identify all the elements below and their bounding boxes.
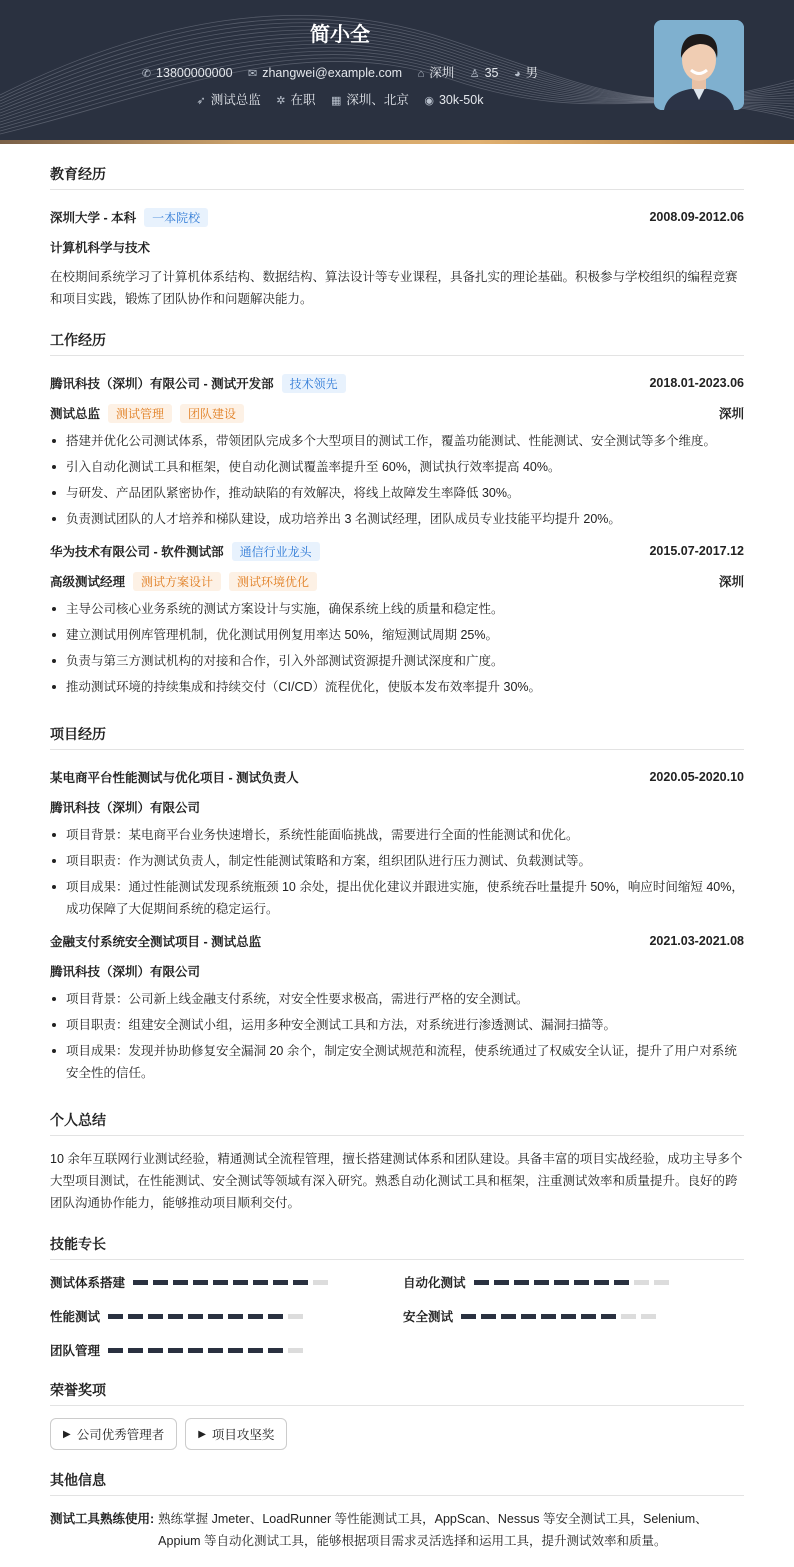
skill-item (403, 1272, 744, 1292)
level-segment-empty (641, 1314, 656, 1319)
education-row (50, 202, 744, 232)
mail-icon: ✉ (248, 68, 258, 80)
header-accent-bar (0, 140, 794, 144)
level-segment-filled (268, 1348, 283, 1353)
school-heading (50, 208, 208, 227)
level-segment-filled (514, 1280, 529, 1285)
level-segment-filled (168, 1348, 183, 1353)
role-name: 高级测试经理 (50, 574, 126, 589)
skill-name: 性能测试 (50, 1310, 101, 1324)
role-row (50, 398, 744, 428)
city: 深圳 (429, 66, 455, 80)
level-segment-empty (621, 1314, 636, 1319)
phone-icon: ✆ (141, 68, 152, 80)
skill-item (50, 1306, 403, 1326)
level-segment-filled (248, 1348, 263, 1353)
level-segment-filled (501, 1314, 516, 1319)
skill-item (50, 1272, 403, 1292)
skill-level-bar (133, 1280, 328, 1285)
work-section (50, 330, 744, 698)
home-icon: ⌂ (417, 68, 425, 80)
skills-title: 技能专长 (50, 1234, 744, 1260)
level-segment-empty (313, 1280, 328, 1285)
award-badge[interactable] (50, 1418, 177, 1450)
project-company: 腾讯科技（深圳）有限公司 (50, 965, 201, 979)
level-segment-empty (288, 1314, 303, 1319)
role-row (50, 566, 744, 596)
level-segment-filled (273, 1280, 288, 1285)
level-segment-filled (581, 1314, 596, 1319)
project-row (50, 762, 744, 792)
project-row-right: 2020.05-2020.10 (649, 770, 744, 784)
company-tag: 技术领先 (282, 374, 346, 393)
award-badge[interactable] (185, 1418, 287, 1450)
role-row-right: 深圳 (718, 407, 744, 421)
skill-level-bar (461, 1314, 656, 1319)
award-name: 公司优秀管理者 (76, 1428, 165, 1442)
education-row-right: 2008.09-2012.06 (649, 210, 744, 224)
building-icon: ▦ (330, 95, 342, 107)
project-name: 金融支付系统安全测试项目 - 测试总监 (50, 935, 262, 949)
job-intent-row (0, 90, 680, 108)
bullet-item: 推动测试环境的持续集成和持续交付（CI/CD）流程优化，使版本发布效率提升 30%。 (50, 676, 744, 698)
level-segment-empty (288, 1348, 303, 1353)
bullet-item: 主导公司核心业务系统的测试方案设计与实施，确保系统上线的质量和稳定性。 (50, 598, 744, 620)
summary-section (50, 1110, 744, 1214)
work-row (50, 368, 744, 398)
level-segment-filled (193, 1280, 208, 1285)
level-segment-filled (594, 1280, 609, 1285)
level-segment-filled (268, 1314, 283, 1319)
level-segment-filled (173, 1280, 188, 1285)
other-title: 其他信息 (50, 1470, 744, 1496)
send-icon: ➶ (196, 95, 206, 107)
other-text: 熟练掌握 Jmeter、LoadRunner 等性能测试工具，AppScan、Nessus 等安全测试工具，Selenium、Appium 等自动化测试工具，能够根据项目需求灵活选择和运用工具，提升测试效率和质量。 (158, 1512, 708, 1548)
awards-list (50, 1418, 744, 1450)
school-name: 深圳大学 - 本科 (50, 210, 137, 225)
other-section (50, 1470, 744, 1552)
skill-name: 测试体系搭建 (50, 1276, 126, 1290)
level-segment-filled (228, 1348, 243, 1353)
role-heading (50, 572, 317, 591)
major-row (50, 232, 744, 262)
salary: 30k-50k (438, 93, 484, 107)
level-segment-filled (168, 1314, 183, 1319)
age: 35 (484, 66, 499, 80)
major: 计算机科学与技术 (50, 241, 151, 255)
skill-level-bar (108, 1348, 303, 1353)
company-tag: 通信行业龙头 (232, 542, 320, 561)
level-segment-filled (148, 1348, 163, 1353)
target-city: 深圳、北京 (346, 93, 409, 107)
bullet-item: 与研发、产品团队紧密协作，推动缺陷的有效解决，将线上故障发生率降低 30%。 (50, 482, 744, 504)
bullet-item: 负责测试团队的人才培养和梯队建设，成功培养出 3 名测试经理，团队成员专业技能平均提升 20%。 (50, 508, 744, 530)
skill-item (403, 1306, 744, 1326)
school-tag: 一本院校 (144, 208, 208, 227)
summary-text: 10 余年互联网行业测试经验，精通测试全流程管理，擅长搭建测试体系和团队建设。具备丰富的项目实战经验，成功主导多个大型项目测试，在性能测试、安全测试等领域有深入研究。熟悉自动化测试工具和框架，注重测试效率和质量提升。良好的跨团队沟通协作能力，能够推动项目顺利交付。 (50, 1152, 743, 1210)
skill-name: 团队管理 (50, 1344, 101, 1358)
role-tag: 测试环境优化 (229, 572, 317, 591)
bullet-list (50, 824, 744, 920)
level-segment-filled (481, 1314, 496, 1319)
play-triangle-icon: ▶ (198, 1428, 206, 1440)
level-segment-filled (494, 1280, 509, 1285)
level-segment-filled (153, 1280, 168, 1285)
level-segment-filled (108, 1348, 123, 1353)
level-segment-filled (461, 1314, 476, 1319)
education-description: 在校期间系统学习了计算机体系结构、数据结构、算法设计等专业课程，具备扎实的理论基础。积极参与学校组织的编程竞赛和项目实践，锻炼了团队协作和问题解决能力。 (50, 270, 738, 306)
bullet-item: 负责与第三方测试机构的对接和合作，引入外部测试资源提升测试深度和广度。 (50, 650, 744, 672)
level-segment-filled (521, 1314, 536, 1319)
level-segment-filled (541, 1314, 556, 1319)
status-icon: ✲ (276, 95, 286, 107)
level-segment-filled (554, 1280, 569, 1285)
level-segment-filled (574, 1280, 589, 1285)
status: 在职 (290, 93, 316, 107)
projects-title: 项目经历 (50, 724, 744, 750)
work-row (50, 536, 744, 566)
position: 测试总监 (210, 93, 261, 107)
summary-title: 个人总结 (50, 1110, 744, 1136)
level-segment-filled (208, 1314, 223, 1319)
bullet-item: 搭建并优化公司测试体系，带领团队完成多个大型项目的测试工作，覆盖功能测试、性能测试、安全测试等多个维度。 (50, 430, 744, 452)
phone: 13800000000 (156, 66, 233, 80)
skills-grid (50, 1272, 744, 1360)
level-segment-filled (561, 1314, 576, 1319)
bullet-list (50, 430, 744, 530)
skill-item (50, 1340, 403, 1360)
candidate-name: 简小全 (310, 24, 370, 46)
skill-name: 自动化测试 (403, 1276, 466, 1290)
project-company: 腾讯科技（深圳）有限公司 (50, 801, 201, 815)
contact-row (0, 63, 680, 81)
level-segment-filled (108, 1314, 123, 1319)
bullet-item: 项目背景：某电商平台业务快速增长，系统性能面临挑战，需要进行全面的性能测试和优化。 (50, 824, 744, 846)
age-icon: ♙ (469, 68, 480, 80)
company-heading (50, 374, 346, 393)
resume-body (0, 164, 794, 1552)
work-title: 工作经历 (50, 330, 744, 356)
level-segment-filled (128, 1348, 143, 1353)
level-segment-filled (133, 1280, 148, 1285)
avatar-photo (654, 20, 744, 110)
level-segment-filled (188, 1314, 203, 1319)
project-name: 某电商平台性能测试与优化项目 - 测试负责人 (50, 771, 299, 785)
bullet-item: 引入自动化测试工具和框架，使自动化测试覆盖率提升至 60%，测试执行效率提高 40%。 (50, 456, 744, 478)
level-segment-filled (213, 1280, 228, 1285)
level-segment-filled (474, 1280, 489, 1285)
play-triangle-icon: ▶ (63, 1428, 71, 1440)
bullet-item: 建立测试用例库管理机制，优化测试用例复用率达 50%，缩短测试周期 25%。 (50, 624, 744, 646)
company-heading (50, 542, 320, 561)
role-tag: 测试管理 (108, 404, 172, 423)
role-heading (50, 404, 244, 423)
gender-icon: ◕ (513, 68, 521, 80)
level-segment-empty (634, 1280, 649, 1285)
award-name: 项目攻坚奖 (211, 1428, 275, 1442)
awards-section (50, 1380, 744, 1450)
project-row (50, 926, 744, 956)
role-tag: 团队建设 (180, 404, 244, 423)
level-segment-filled (293, 1280, 308, 1285)
education-title: 教育经历 (50, 164, 744, 190)
bullet-item: 项目职责：作为测试负责人，制定性能测试策略和方案，组织团队进行压力测试、负载测试等。 (50, 850, 744, 872)
project-company-row (50, 956, 744, 986)
level-segment-filled (601, 1314, 616, 1319)
education-section (50, 164, 744, 310)
level-segment-filled (208, 1348, 223, 1353)
level-segment-filled (128, 1314, 143, 1319)
work-row-right: 2018.01-2023.06 (649, 376, 744, 390)
gender: 男 (525, 66, 539, 80)
skill-name: 安全测试 (403, 1310, 454, 1324)
bullet-item: 项目背景：公司新上线金融支付系统，对安全性要求极高，需进行严格的安全测试。 (50, 988, 744, 1010)
company-name: 腾讯科技（深圳）有限公司 - 测试开发部 (50, 376, 274, 391)
email: zhangwei@example.com (262, 66, 403, 80)
work-row-right: 2015.07-2017.12 (649, 544, 744, 558)
other-label: 测试工具熟练使用: (50, 1512, 155, 1526)
role-name: 测试总监 (50, 406, 101, 421)
role-row-right: 深圳 (718, 575, 744, 589)
skill-level-bar (474, 1280, 669, 1285)
level-segment-filled (614, 1280, 629, 1285)
level-segment-filled (188, 1348, 203, 1353)
awards-title: 荣誉奖项 (50, 1380, 744, 1406)
skills-section (50, 1234, 744, 1360)
skill-level-bar (108, 1314, 303, 1319)
level-segment-filled (228, 1314, 243, 1319)
avatar-illustration (654, 20, 744, 110)
level-segment-filled (248, 1314, 263, 1319)
level-segment-filled (253, 1280, 268, 1285)
role-tag: 测试方案设计 (133, 572, 221, 591)
level-segment-filled (233, 1280, 248, 1285)
level-segment-filled (148, 1314, 163, 1319)
bullet-item: 项目成果：通过性能测试发现系统瓶颈 10 余处，提出优化建议并跟进实施，使系统吞吐量提升 50%，响应时间缩短 40%，成功保障了大促期间系统的稳定运行。 (50, 876, 744, 920)
bullet-item: 项目成果：发现并协助修复安全漏洞 20 余个，制定安全测试规范和流程，使系统通过了权威安全认证，提升了用户对系统安全性的信任。 (50, 1040, 744, 1084)
level-segment-filled (534, 1280, 549, 1285)
bullet-item: 项目职责：组建安全测试小组，运用多种安全测试工具和方法，对系统进行渗透测试、漏洞扫描等。 (50, 1014, 744, 1036)
other-info-item (50, 1508, 744, 1552)
resume-header (0, 0, 794, 140)
salary-icon: ◉ (424, 95, 434, 107)
projects-section (50, 724, 744, 1084)
level-segment-empty (654, 1280, 669, 1285)
bullet-list (50, 988, 744, 1084)
project-row-right: 2021.03-2021.08 (649, 934, 744, 948)
bullet-list (50, 598, 744, 698)
company-name: 华为技术有限公司 - 软件测试部 (50, 544, 224, 559)
project-company-row (50, 792, 744, 822)
